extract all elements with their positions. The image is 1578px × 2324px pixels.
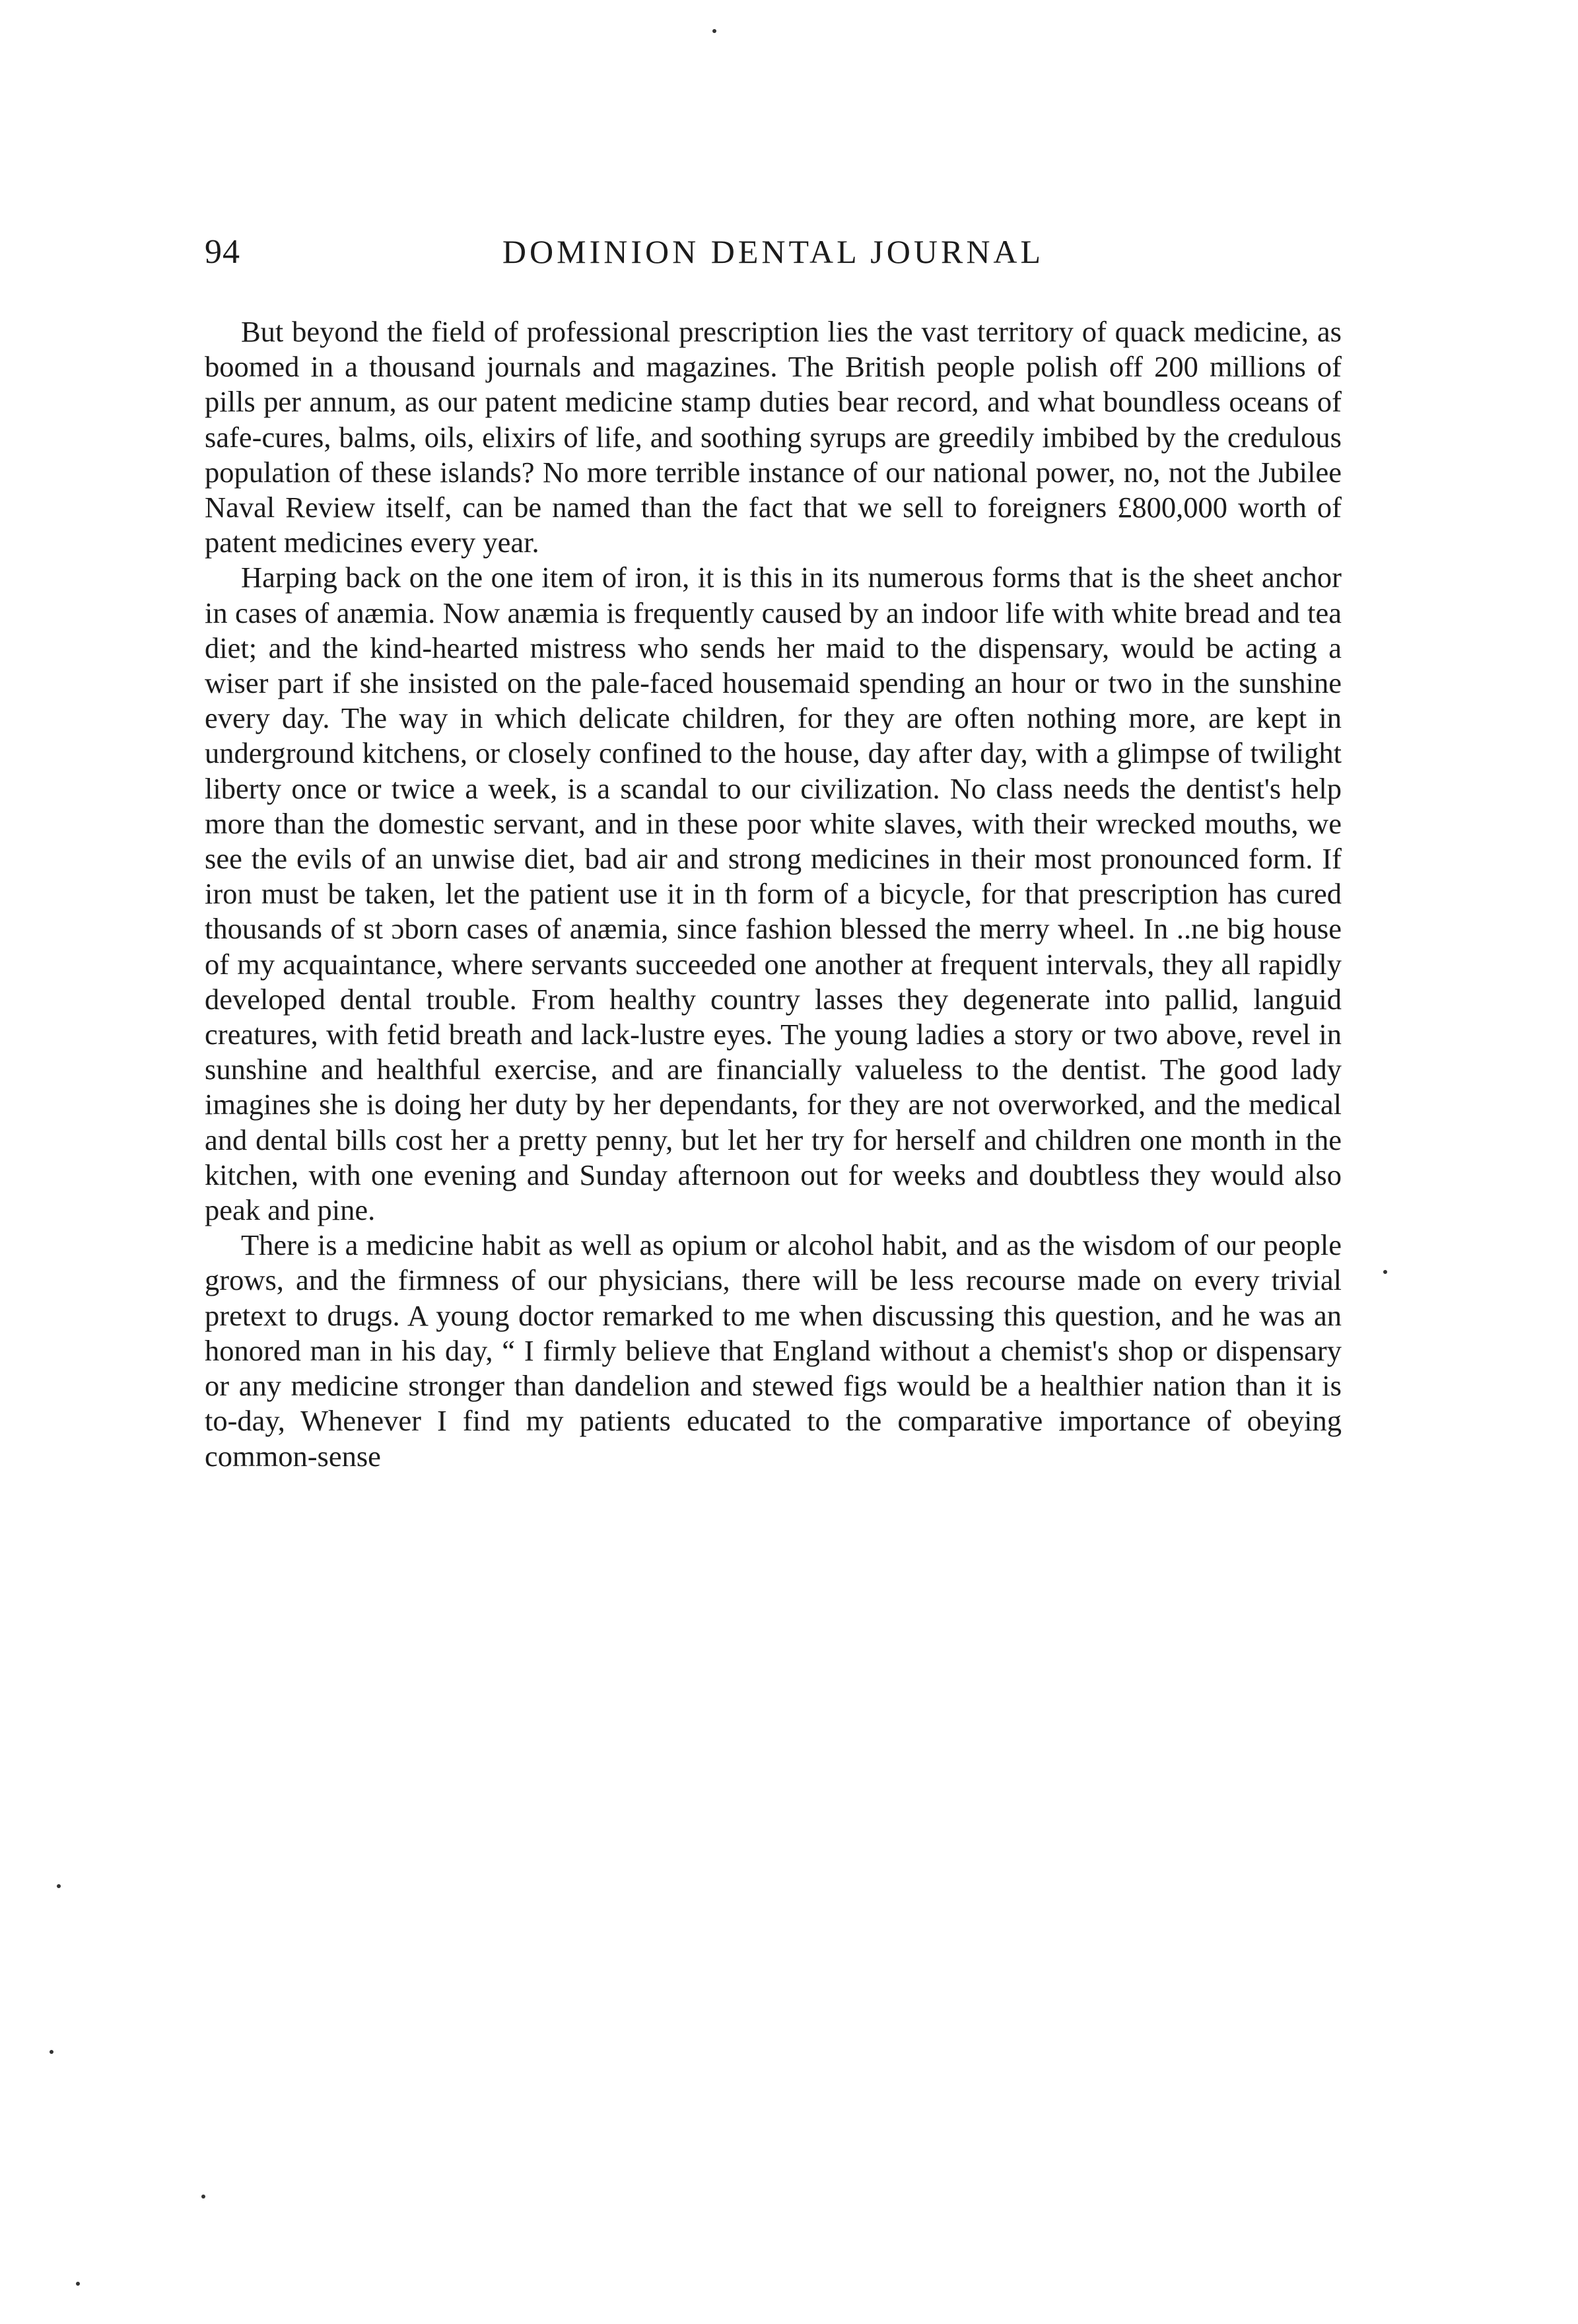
scan-speck bbox=[712, 29, 716, 33]
scan-speck bbox=[57, 1884, 61, 1888]
paragraph-quack-medicine: But beyond the field of professional prescription lies the vast territory of quack medicine, as boomed in a thousand journals and magazines. The British people polish off 200 millions of pills per annum, as our patent medicine stamp duties bear record, and what boundless oceans of safe-cures, balms, oils, elixirs of life, and soothing syrups are greedily imbibed by the credulous population of these islands? No more terrible instance of our national power, no, not the Jubilee Naval Review itself, can be named than the fact that we sell to foreigners £800,000 worth of patent medicines every year. bbox=[205, 315, 1342, 559]
scan-speck bbox=[201, 2195, 205, 2199]
paragraph-iron-anaemia: Harping back on the one item of iron, it is this in its numerous forms that is the sheet anchor in cases of anæmia. Now anæmia is frequently caused by an indoor life with white bread and tea diet; and the kind-hearted mistress who sends her maid to the dispensary, would be acting a wiser part if she insisted on the pale-faced housemaid spending an hour or two in the sunshine every day. The way in which delicate children, for they are often nothing more, are kept in underground kitchens, or closely confined to the house, day after day, with a glimpse of twilight liberty once or twice a week, is a scandal to our civilization. No class needs the dentist's help more than the domestic servant, and in these poor white slaves, with their wrecked mouths, we see the evils of an unwise diet, bad air and strong medicines in their most pronounced form. If iron must be taken, let the patient use it in th form of a bicycle, for that prescription has cured thousands of st ɔborn cases of anæmia, since fashion blessed the merry wheel. In ..ne big house of my acquaintance, where servants succeeded one another at frequent intervals, they all rapidly developed dental trouble. From healthy country lasses they degenerate into pallid, languid creatures, with fetid breath and lack-lustre eyes. The young ladies a story or two above, revel in sunshine and healthful exercise, and are financially valueless to the dentist. The good lady imagines she is doing her duty by her dependants, for they are not overworked, and the medical and dental bills cost her a pretty penny, but let her try for herself and children one month in the kitchen, with one evening and Sunday afternoon out for weeks and doubtless they would also peak and pine. bbox=[205, 561, 1342, 1227]
running-title: DOMINION DENTAL JOURNAL bbox=[502, 233, 1045, 270]
scan-speck bbox=[1383, 1270, 1387, 1274]
paragraph-medicine-habit: There is a medicine habit as well as opium or alcohol habit, and as the wisdom of our people grows, and the firmness of our physicians, there will be less recourse made on every trivial pretext to drugs. A young doctor remarked to me when discussing this question, and he was an honored man in his day, “ I firmly believe that England without a chemist's shop or dispensary or any medicine stronger than dandelion and stewed figs would be a healthier nation than it is to-day, Whenever I find my patients educated to the comparative importance of obeying common-sense bbox=[205, 1228, 1342, 1473]
page-number: 94 bbox=[205, 233, 240, 271]
scan-speck bbox=[76, 2282, 80, 2286]
scan-speck bbox=[50, 2050, 53, 2054]
body-text bbox=[205, 314, 1342, 1474]
page-header bbox=[205, 232, 1342, 275]
